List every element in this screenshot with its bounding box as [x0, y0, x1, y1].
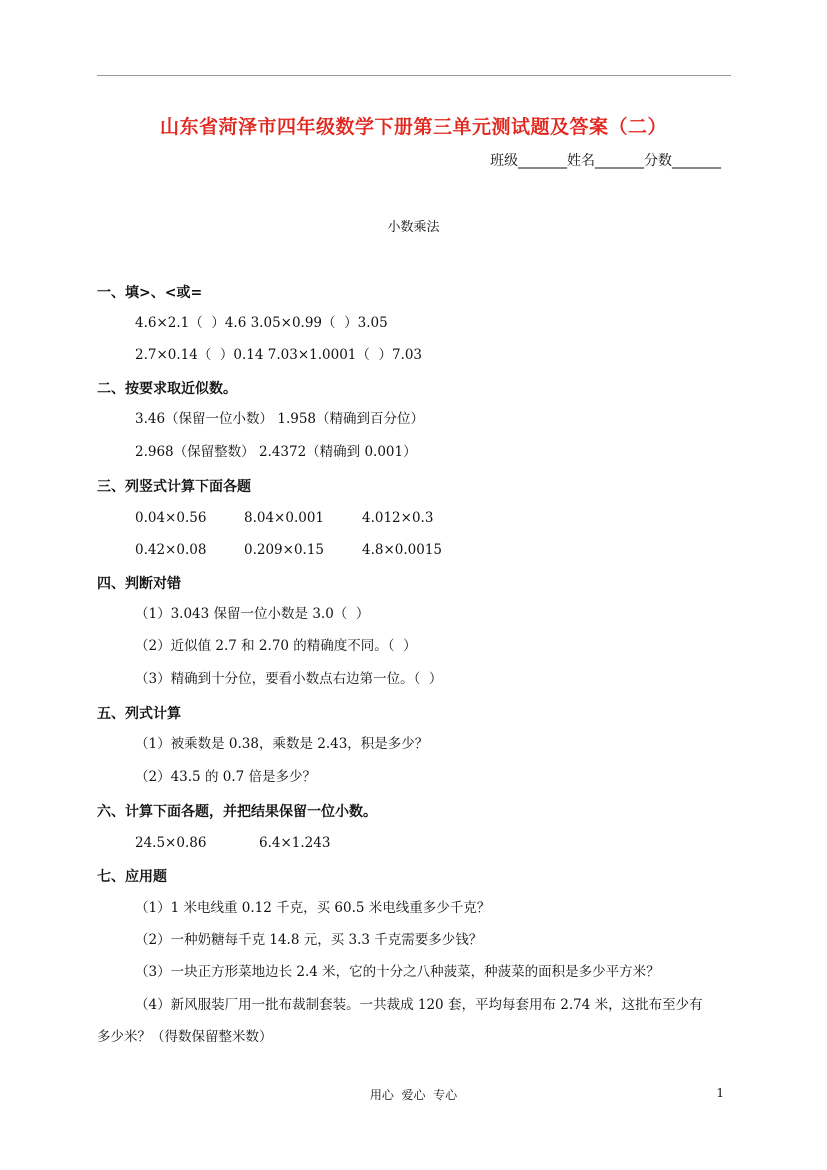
question-line: （1）3.043 保留一位小数是 3.0（ ） — [135, 606, 370, 622]
question-line: 多少米？（得数保留整米数） — [97, 1029, 273, 1045]
question-line: （2）近似值 2.7 和 2.70 的精确度不同。（ ） — [135, 638, 417, 654]
question-line: 2.7×0.14（ ）0.14 7.03×1.0001（ ）7.03 — [135, 347, 423, 363]
section-heading: 五、列式计算 — [97, 706, 181, 722]
question-line: （3）一块正方形菜地边长 2.4 米，它的十分之八种菠菜，种菠菜的面积是多少平方米？ — [135, 964, 660, 980]
section-heading: 二、按要求取近似数。 — [97, 381, 237, 397]
calc-item: 0.209×0.15 — [244, 542, 325, 558]
section-heading: 七、应用题 — [97, 869, 167, 885]
question-line: （2）一种奶糖每千克 14.8 元，买 3.3 千克需要多少钱？ — [135, 932, 483, 948]
calc-item: 4.012×0.3 — [362, 510, 434, 526]
question-line: 3.46（保留一位小数） 1.958（精确到百分位） — [135, 411, 424, 427]
section-heading: 三、列竖式计算下面各题 — [97, 479, 251, 495]
section-heading: 六、计算下面各题，并把结果保留一位小数。 — [97, 804, 377, 820]
question-line: 4.6×2.1（ ）4.6 3.05×0.99（ ）3.05 — [135, 315, 388, 331]
section-heading: 一、填>、<或= — [97, 285, 203, 301]
page-number: 1 — [716, 1086, 724, 1100]
calc-item: 0.42×0.08 — [135, 542, 207, 558]
document-subtitle: 小数乘法 — [387, 220, 440, 235]
calc-item: 4.8×0.0015 — [362, 542, 443, 558]
header-rule — [97, 75, 731, 76]
section-heading: 四、判断对错 — [97, 576, 181, 592]
calc-item: 0.04×0.56 — [135, 510, 207, 526]
calc-item: 6.4×1.243 — [259, 835, 331, 851]
question-line: （4）新风服装厂用一批布裁制套装。一共裁成 120 套，平均每套用布 2.74 米，这批布至少有 — [135, 997, 703, 1013]
calc-item: 24.5×0.86 — [135, 835, 207, 851]
question-line: （1）被乘数是 0.38，乘数是 2.43，积是多少？ — [135, 736, 429, 752]
student-info-line: 班级_______姓名_______分数_______ — [490, 153, 721, 169]
question-line: （1）1 米电线重 0.12 千克，买 60.5 米电线重多少千克？ — [135, 900, 491, 916]
question-line: 2.968（保留整数） 2.4372（精确到 0.001） — [135, 444, 417, 460]
question-line: （3）精确到十分位，要看小数点右边第一位。（ ） — [135, 671, 443, 687]
calc-item: 8.04×0.001 — [244, 510, 325, 526]
page-footer: 用心 爱心 专心 — [369, 1088, 458, 1102]
document-title: 山东省菏泽市四年级数学下册第三单元测试题及答案（二） — [159, 116, 667, 138]
question-line: （2）43.5 的 0.7 倍是多少？ — [135, 769, 316, 785]
